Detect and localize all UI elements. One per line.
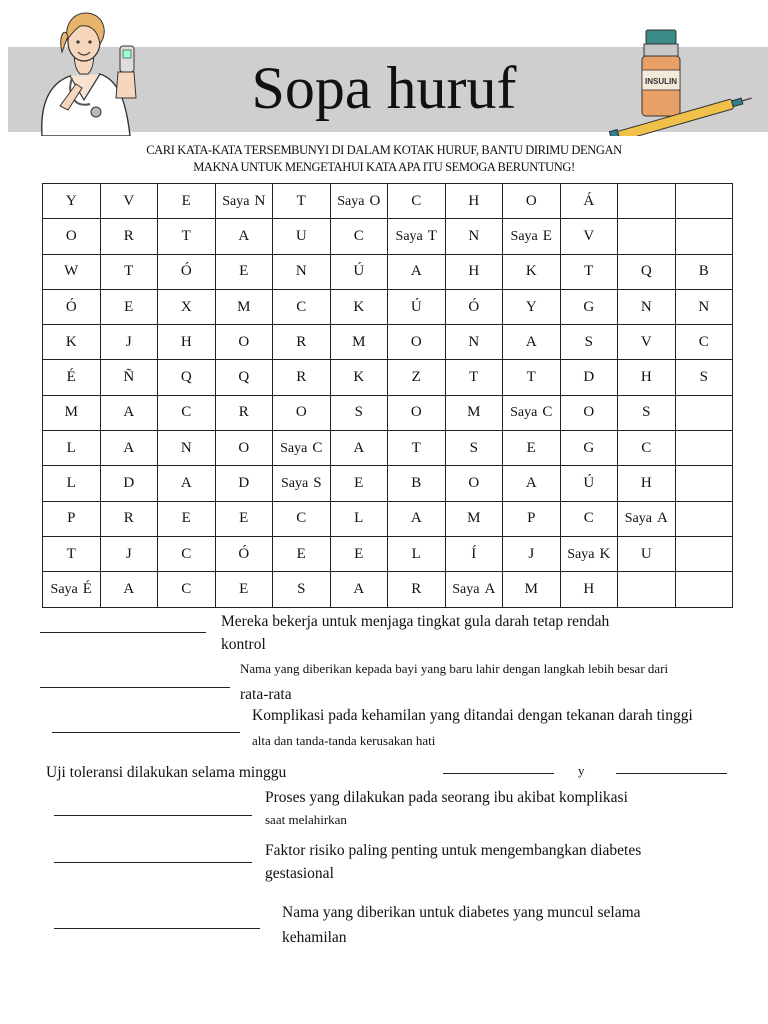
page-title: Sopa huruf: [251, 55, 517, 121]
grid-cell[interactable]: G: [560, 289, 618, 324]
grid-row: [43, 325, 733, 360]
grid-cell[interactable]: [215, 184, 273, 219]
grid-cell[interactable]: M: [445, 395, 503, 430]
clue-1-line-1: Mereka bekerja untuk menjaga tingkat gula darah tetap rendah: [221, 613, 610, 630]
grid-cell[interactable]: H: [618, 466, 676, 501]
instructions-line-1: CARI KATA-KATA TERSEMBUNYI DI DALAM KOTAK HURUF, BANTU DIRIMU DENGAN: [146, 143, 622, 157]
answer-line-5[interactable]: [54, 815, 252, 816]
grid-cell[interactable]: [675, 466, 733, 501]
grid-cell[interactable]: [675, 219, 733, 254]
grid-cell[interactable]: E: [330, 536, 388, 571]
grid-cell[interactable]: P: [503, 501, 561, 536]
vial-label: INSULIN: [645, 77, 677, 86]
grid-cell[interactable]: [618, 184, 676, 219]
grid-cell[interactable]: E: [215, 572, 273, 607]
grid-cell[interactable]: K: [330, 360, 388, 395]
grid-cell[interactable]: Á: [560, 184, 618, 219]
grid-cell[interactable]: S: [675, 360, 733, 395]
grid-cell[interactable]: H: [560, 572, 618, 607]
grid-cell[interactable]: [675, 572, 733, 607]
cell-letter: O: [369, 192, 381, 209]
grid-cell[interactable]: O: [388, 325, 446, 360]
grid-cell[interactable]: O: [215, 325, 273, 360]
cell-prefix-text: Saya: [510, 405, 538, 421]
cell-prefix-text: Saya: [395, 228, 423, 244]
grid-cell[interactable]: Ó: [43, 289, 101, 324]
answer-line-1[interactable]: [40, 632, 206, 633]
grid-row: [43, 360, 733, 395]
grid-cell[interactable]: N: [618, 289, 676, 324]
clue-3-line-2: alta dan tanda-tanda kerusakan hati: [252, 733, 436, 748]
grid-row: [43, 536, 733, 571]
grid-cell[interactable]: W: [43, 254, 101, 289]
grid-cell[interactable]: L: [43, 431, 101, 466]
grid-cell[interactable]: M: [503, 572, 561, 607]
grid-cell[interactable]: A: [100, 395, 158, 430]
clue-2-line-2: rata-rata: [240, 686, 292, 703]
grid-cell[interactable]: V: [560, 219, 618, 254]
grid-cell[interactable]: [560, 536, 618, 571]
cell-prefix-text: Saya: [50, 581, 78, 597]
grid-cell[interactable]: [273, 466, 331, 501]
grid-cell[interactable]: N: [675, 289, 733, 324]
cell-prefix-text: Saya: [624, 511, 652, 527]
grid-cell[interactable]: M: [215, 289, 273, 324]
clue-6-line-2: gestasional: [265, 865, 334, 882]
grid-cell[interactable]: [675, 536, 733, 571]
grid-cell[interactable]: V: [100, 184, 158, 219]
grid-cell[interactable]: [445, 572, 503, 607]
grid-cell[interactable]: S: [618, 395, 676, 430]
cell-prefix-text: Saya: [280, 440, 308, 456]
grid-cell[interactable]: A: [503, 466, 561, 501]
grid-cell[interactable]: U: [273, 219, 331, 254]
grid-cell[interactable]: O: [43, 219, 101, 254]
grid-cell[interactable]: S: [445, 431, 503, 466]
cell-letter: É: [82, 580, 92, 597]
grid-cell[interactable]: Ñ: [100, 360, 158, 395]
grid-cell[interactable]: K: [330, 289, 388, 324]
cell-prefix-text: Saya: [222, 193, 250, 209]
grid-cell[interactable]: [675, 184, 733, 219]
cell-prefix-text: Saya: [567, 546, 595, 562]
grid-cell[interactable]: Í: [445, 536, 503, 571]
grid-cell[interactable]: T: [388, 431, 446, 466]
grid-row: [43, 254, 733, 289]
grid-cell[interactable]: T: [158, 219, 216, 254]
grid-row: [43, 395, 733, 430]
grid-cell[interactable]: [675, 501, 733, 536]
grid-row: [43, 289, 733, 324]
cell-letter: S: [313, 475, 322, 492]
grid-cell[interactable]: [618, 501, 676, 536]
grid-cell[interactable]: O: [388, 395, 446, 430]
grid-cell[interactable]: R: [388, 572, 446, 607]
grid-cell[interactable]: L: [43, 466, 101, 501]
grid-row: [43, 184, 733, 219]
grid-cell[interactable]: T: [445, 360, 503, 395]
grid-cell[interactable]: J: [503, 536, 561, 571]
grid-cell[interactable]: T: [273, 184, 331, 219]
grid-cell[interactable]: X: [158, 289, 216, 324]
grid-cell[interactable]: A: [388, 501, 446, 536]
clue-4-y: y: [578, 763, 585, 778]
grid-cell[interactable]: L: [330, 501, 388, 536]
instructions-line-2: MAKNA UNTUK MENGETAHUI KATA APA ITU SEMOGA BERUNTUNG!: [193, 160, 575, 174]
grid-cell[interactable]: [388, 219, 446, 254]
grid-cell[interactable]: Y: [43, 184, 101, 219]
clue-2-line-1: Nama yang diberikan kepada bayi yang baru lahir dengan langkah lebih besar dari: [240, 661, 669, 676]
clue-7-line-2: kehamilan: [282, 929, 347, 946]
grid-cell[interactable]: S: [273, 572, 331, 607]
grid-cell[interactable]: K: [43, 325, 101, 360]
grid-cell[interactable]: V: [618, 325, 676, 360]
grid-cell[interactable]: N: [158, 431, 216, 466]
grid-cell[interactable]: A: [100, 431, 158, 466]
grid-cell[interactable]: [43, 572, 101, 607]
grid-cell[interactable]: Ó: [158, 254, 216, 289]
word-search-grid: [42, 183, 733, 608]
grid-cell[interactable]: K: [503, 254, 561, 289]
insulin-vial-and-syringe-icon: [606, 26, 754, 136]
grid-cell[interactable]: E: [215, 501, 273, 536]
grid-cell[interactable]: M: [330, 325, 388, 360]
answer-line-7[interactable]: [54, 928, 260, 929]
grid-cell[interactable]: D: [560, 360, 618, 395]
grid-cell[interactable]: O: [560, 395, 618, 430]
grid-cell[interactable]: C: [388, 184, 446, 219]
grid-cell[interactable]: [618, 219, 676, 254]
cell-letter: C: [542, 404, 553, 421]
clue-5-line-2: saat melahirkan: [265, 812, 347, 827]
grid-cell[interactable]: A: [330, 431, 388, 466]
grid-cell[interactable]: Z: [388, 360, 446, 395]
clue-3-line-1: Komplikasi pada kehamilan yang ditandai dengan tekanan darah tinggi: [252, 707, 693, 724]
grid-cell[interactable]: C: [273, 289, 331, 324]
grid-row: [43, 219, 733, 254]
answer-line-2[interactable]: [40, 687, 230, 688]
grid-cell[interactable]: O: [273, 395, 331, 430]
grid-cell[interactable]: M: [445, 501, 503, 536]
grid-cell[interactable]: G: [560, 431, 618, 466]
cell-letter: A: [656, 510, 668, 527]
grid-cell[interactable]: R: [215, 395, 273, 430]
grid-cell[interactable]: O: [445, 466, 503, 501]
cell-prefix-text: Saya: [280, 476, 309, 492]
grid-cell[interactable]: [618, 572, 676, 607]
grid-cell[interactable]: Q: [215, 360, 273, 395]
grid-cell[interactable]: O: [503, 184, 561, 219]
clue-4: Uji toleransi dilakukan selama minggu: [46, 764, 287, 781]
grid-cell[interactable]: E: [158, 501, 216, 536]
grid-cell[interactable]: E: [215, 254, 273, 289]
grid-cell[interactable]: O: [215, 431, 273, 466]
grid-cell[interactable]: B: [388, 466, 446, 501]
grid-cell[interactable]: R: [273, 360, 331, 395]
grid-cell[interactable]: [503, 395, 561, 430]
clue-7-line-1: Nama yang diberikan untuk diabetes yang muncul selama: [282, 904, 641, 921]
grid-cell[interactable]: A: [215, 219, 273, 254]
grid-cell[interactable]: A: [503, 325, 561, 360]
grid-cell[interactable]: H: [445, 184, 503, 219]
grid-cell[interactable]: T: [100, 254, 158, 289]
grid-cell[interactable]: H: [445, 254, 503, 289]
grid-cell[interactable]: Ó: [215, 536, 273, 571]
grid-cell[interactable]: H: [618, 360, 676, 395]
grid-cell[interactable]: D: [100, 466, 158, 501]
grid-row: [43, 501, 733, 536]
cell-letter: E: [542, 227, 552, 244]
cell-letter: A: [484, 580, 496, 597]
grid-cell[interactable]: [675, 431, 733, 466]
grid-cell[interactable]: H: [158, 325, 216, 360]
grid-cell[interactable]: A: [158, 466, 216, 501]
grid-cell[interactable]: Ú: [330, 254, 388, 289]
grid-cell[interactable]: R: [100, 501, 158, 536]
grid-cell[interactable]: C: [273, 501, 331, 536]
grid-row: [43, 431, 733, 466]
grid-cell[interactable]: T: [503, 360, 561, 395]
cell-letter: N: [254, 192, 266, 209]
grid-cell[interactable]: C: [158, 395, 216, 430]
answer-line-4a[interactable]: [443, 773, 554, 774]
grid-cell[interactable]: P: [43, 501, 101, 536]
clue-6-line-1: Faktor risiko paling penting untuk mengembangkan diabetes: [265, 842, 642, 859]
grid-cell[interactable]: Ú: [388, 289, 446, 324]
cell-letter: K: [599, 545, 611, 562]
grid-cell[interactable]: Q: [618, 254, 676, 289]
grid-cell[interactable]: B: [675, 254, 733, 289]
grid-cell[interactable]: Ó: [445, 289, 503, 324]
cell-prefix-text: Saya: [452, 581, 480, 597]
grid-cell[interactable]: N: [445, 219, 503, 254]
grid-cell[interactable]: N: [273, 254, 331, 289]
grid-cell[interactable]: D: [215, 466, 273, 501]
cell-prefix-text: Saya: [510, 228, 538, 244]
grid-cell[interactable]: S: [330, 395, 388, 430]
grid-cell[interactable]: C: [560, 501, 618, 536]
grid-cell[interactable]: C: [675, 325, 733, 360]
grid-cell[interactable]: É: [43, 360, 101, 395]
grid-cell[interactable]: T: [43, 536, 101, 571]
grid-cell[interactable]: M: [43, 395, 101, 430]
grid-cell[interactable]: [273, 431, 331, 466]
grid-cell[interactable]: E: [100, 289, 158, 324]
answer-line-6[interactable]: [54, 862, 252, 863]
answer-line-3[interactable]: [52, 732, 240, 733]
clue-1-line-2: kontrol: [221, 636, 266, 653]
cell-letter: T: [427, 227, 437, 244]
grid-cell[interactable]: C: [618, 431, 676, 466]
grid-cell[interactable]: [675, 395, 733, 430]
grid-cell[interactable]: [503, 219, 561, 254]
clue-5-line-1: Proses yang dilakukan pada seorang ibu akibat komplikasi: [265, 789, 628, 806]
grid-cell[interactable]: E: [503, 431, 561, 466]
grid-cell[interactable]: S: [560, 325, 618, 360]
grid-cell[interactable]: [330, 184, 388, 219]
grid-cell[interactable]: Y: [503, 289, 561, 324]
grid-cell[interactable]: Ú: [560, 466, 618, 501]
cell-letter: C: [312, 439, 323, 456]
grid-cell[interactable]: E: [273, 536, 331, 571]
answer-line-4b[interactable]: [616, 773, 727, 774]
grid-cell[interactable]: E: [330, 466, 388, 501]
grid-cell[interactable]: A: [100, 572, 158, 607]
grid-cell[interactable]: Q: [158, 360, 216, 395]
grid-cell[interactable]: J: [100, 536, 158, 571]
grid-cell[interactable]: T: [560, 254, 618, 289]
grid-cell[interactable]: A: [388, 254, 446, 289]
cell-prefix-text: Saya: [337, 193, 365, 209]
grid-cell[interactable]: C: [330, 219, 388, 254]
grid-cell[interactable]: J: [100, 325, 158, 360]
grid-row: [43, 466, 733, 501]
grid-cell[interactable]: E: [158, 184, 216, 219]
grid-cell[interactable]: N: [445, 325, 503, 360]
grid-cell[interactable]: R: [273, 325, 331, 360]
grid-cell[interactable]: R: [100, 219, 158, 254]
grid-cell[interactable]: L: [388, 536, 446, 571]
grid-cell[interactable]: A: [330, 572, 388, 607]
grid-row: [43, 572, 733, 607]
grid-cell[interactable]: C: [158, 572, 216, 607]
grid-cell[interactable]: U: [618, 536, 676, 571]
grid-cell[interactable]: C: [158, 536, 216, 571]
